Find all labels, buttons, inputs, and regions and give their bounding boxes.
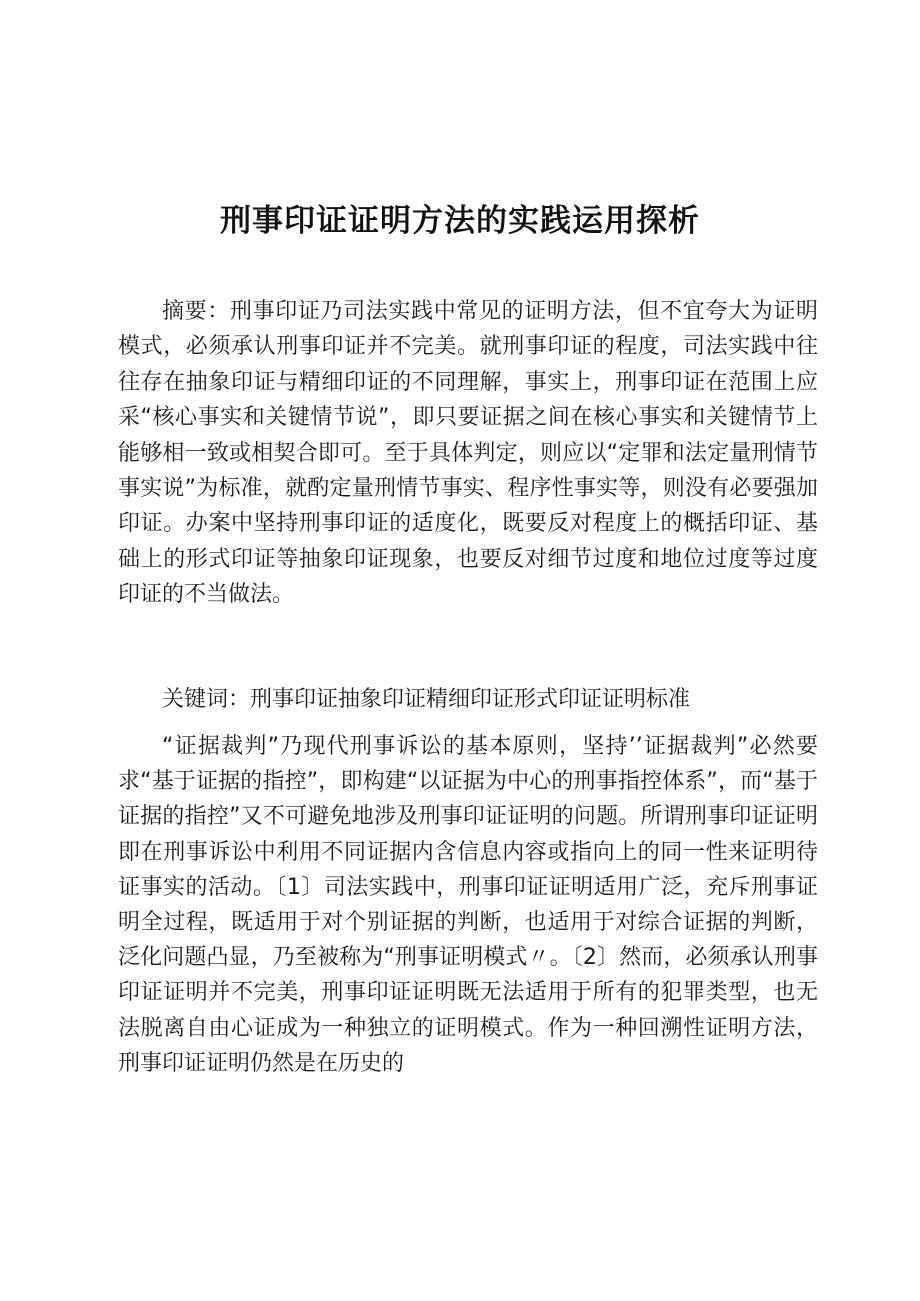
document-title: 刑事印证证明方法的实践运用探析: [220, 202, 700, 239]
intro-paragraph: “证据裁判”乃现代刑事诉讼的基本原则，坚持’’证据裁判”必然要求“基于证据的指控”，即构建“以证据为中心的刑事指控体系”，而“基于证据的指控”又不可避免地涉及刑事印证证明的问题。所谓刑事印证证明即在刑事诉讼中利用不同证据内含信息内容或指向上的同一性来证明待证事实的活动。〔1〕司法实践中，刑事印证证明适用广泛，充斥刑事证明全过程，既适用于对个别证据的判断，也适用于对综合证据的判断，泛化问题凸显，乃至被称为“刑事证明模式〃。〔2〕然而，必须承认刑事印证证明并不完美，刑事印证证明既无法适用于所有的犯罪类型，也无法脱离自由心证成为一种独立的证明模式。作为一种回溯性证明方法，刑事印证证明仍然是在历史的: [118, 734, 818, 1076]
abstract-paragraph: 摘要：刑事印证乃司法实践中常见的证明方法，但不宜夸大为证明模式，必须承认刑事印证并不完美。就刑事印证的程度，司法实践中往往存在抽象印证与精细印证的不同理解，事实上，刑事印证在范围上应采“核心事实和关键情节说”，即只要证据之间在核心事实和关键情节上能够相一致或相契合即可。至于具体判定，则应以“定罪和法定量刑情节事实说”为标准，就酌定量刑情节事实、程序性事实等，则没有必要强加印证。办案中坚持刑事印证的适度化，既要反对程度上的概括印证、基础上的形式印证等抽象印证现象，也要反对细节过度和地位过度等过度印证的不当做法。: [118, 299, 818, 608]
keywords-paragraph: 关键词：刑事印证抽象印证精细印证形式印证证明标准: [162, 687, 691, 712]
